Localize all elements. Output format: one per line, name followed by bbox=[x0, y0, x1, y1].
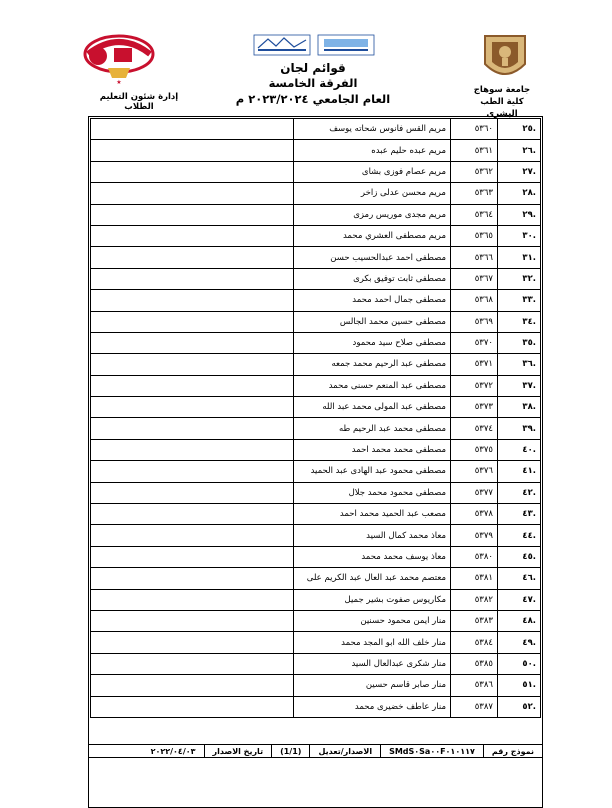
table-row bbox=[91, 140, 541, 161]
student-name: مريم مصطفى العشري محمد bbox=[294, 225, 451, 246]
page-title: قوائم لجان bbox=[280, 61, 346, 75]
blank-cell bbox=[91, 183, 294, 204]
seat-number: ٥٣٧١ bbox=[451, 354, 498, 375]
table-row bbox=[91, 504, 541, 525]
row-number: .٣٨ bbox=[498, 397, 541, 418]
form-footer bbox=[88, 744, 543, 758]
student-name: مصطفى محمد محمد احمد bbox=[294, 439, 451, 460]
row-number: .٣١ bbox=[498, 247, 541, 268]
table-row bbox=[91, 675, 541, 696]
blank-cell bbox=[91, 461, 294, 482]
student-name: معتصم محمد عبد العال عبد الكريم على bbox=[294, 568, 451, 589]
row-number: .٥١ bbox=[498, 675, 541, 696]
svg-text:★: ★ bbox=[116, 79, 122, 86]
student-name: مصطفى محمد عبد الرحيم طه bbox=[294, 418, 451, 439]
student-name: مصطفى محمود عبد الهادى عبد الحميد bbox=[294, 461, 451, 482]
row-number: .٤٨ bbox=[498, 610, 541, 631]
table-row bbox=[91, 183, 541, 204]
row-number: .٤٤ bbox=[498, 525, 541, 546]
header bbox=[78, 28, 538, 119]
table-row bbox=[91, 375, 541, 396]
page-subtitle: الفرقة الخامسة bbox=[268, 76, 358, 90]
blank-cell bbox=[91, 568, 294, 589]
row-number: .٤١ bbox=[498, 461, 541, 482]
student-name: مريم عصام فوزى بشاى bbox=[294, 161, 451, 182]
table-row bbox=[91, 204, 541, 225]
seat-number: ٥٣٧٧ bbox=[451, 482, 498, 503]
issue-value: (1/1) bbox=[271, 745, 309, 757]
blank-cell bbox=[91, 332, 294, 353]
row-number: .٤٢ bbox=[498, 482, 541, 503]
student-name: مصعب عبد الحميد محمد احمد bbox=[294, 504, 451, 525]
blank-cell bbox=[91, 397, 294, 418]
academic-year: العام الجامعي ٢٠٢٣/٢٠٢٤ م bbox=[235, 92, 391, 106]
blank-cell bbox=[91, 375, 294, 396]
blank-cell bbox=[91, 610, 294, 631]
seat-number: ٥٣٨٤ bbox=[451, 632, 498, 653]
student-name: منار عاطف خضيرى محمد bbox=[294, 696, 451, 717]
table-row bbox=[91, 696, 541, 717]
seat-number: ٥٣٧٥ bbox=[451, 439, 498, 460]
blank-cell bbox=[91, 418, 294, 439]
seat-number: ٥٣٨٥ bbox=[451, 653, 498, 674]
blank-cell bbox=[91, 204, 294, 225]
blank-cell bbox=[91, 311, 294, 332]
blank-cell bbox=[91, 140, 294, 161]
row-number: .٢٨ bbox=[498, 183, 541, 204]
row-number: .٢٩ bbox=[498, 204, 541, 225]
blank-cell bbox=[91, 119, 294, 140]
table-row bbox=[91, 461, 541, 482]
row-number: .٥٢ bbox=[498, 696, 541, 717]
table-row bbox=[91, 418, 541, 439]
blank-cell bbox=[91, 696, 294, 717]
student-affairs-logo bbox=[78, 32, 160, 86]
row-number: .٢٥ bbox=[498, 119, 541, 140]
blank-cell bbox=[91, 675, 294, 696]
seat-number: ٥٣٨١ bbox=[451, 568, 498, 589]
table-row bbox=[91, 546, 541, 567]
blank-cell bbox=[91, 439, 294, 460]
seat-number: ٥٣٦٤ bbox=[451, 204, 498, 225]
university-crest bbox=[480, 30, 530, 86]
blank-cell bbox=[91, 247, 294, 268]
seat-number: ٥٣٦٦ bbox=[451, 247, 498, 268]
row-number: .٣٣ bbox=[498, 290, 541, 311]
seat-number: ٥٣٧٣ bbox=[451, 397, 498, 418]
student-name: مصطفى احمد عبدالحسيب حسن bbox=[294, 247, 451, 268]
student-name: مكاريوس صفوت بشير جميل bbox=[294, 589, 451, 610]
issue-label: الاصدار/تعديل bbox=[309, 745, 380, 757]
seat-number: ٥٣٨٦ bbox=[451, 675, 498, 696]
student-name: مريم عبده حليم عبده bbox=[294, 140, 451, 161]
table-row bbox=[91, 525, 541, 546]
table-row bbox=[91, 439, 541, 460]
row-number: .٤٣ bbox=[498, 504, 541, 525]
row-number: .٢٧ bbox=[498, 161, 541, 182]
accreditation-logos bbox=[246, 34, 382, 58]
student-name: مريم مجدى موريس رمزى bbox=[294, 204, 451, 225]
row-number: .٤٠ bbox=[498, 439, 541, 460]
student-name: معاذ يوسف محمد محمد bbox=[294, 546, 451, 567]
form-code: SMdS٠Sa٠٠F٠١٠١١٧ bbox=[380, 745, 483, 757]
table-row bbox=[91, 268, 541, 289]
table-row bbox=[91, 225, 541, 246]
student-name: مريم القس فانوس شحاته يوسف bbox=[294, 119, 451, 140]
university-caption bbox=[466, 84, 538, 120]
row-number: .٤٦ bbox=[498, 568, 541, 589]
table-row bbox=[91, 653, 541, 674]
student-name: مصطفى عبد المنعم حسنى محمد bbox=[294, 375, 451, 396]
blank-cell bbox=[91, 482, 294, 503]
row-number: .٤٩ bbox=[498, 632, 541, 653]
row-number: .٣٩ bbox=[498, 418, 541, 439]
student-name: مصطفى عبد الرحيم محمد جمعه bbox=[294, 354, 451, 375]
seat-number: ٥٣٧٠ bbox=[451, 332, 498, 353]
faculty-name: كلية الطب البشرى bbox=[480, 97, 524, 119]
blank-cell bbox=[91, 632, 294, 653]
table-row bbox=[91, 332, 541, 353]
table-row bbox=[91, 568, 541, 589]
student-name: مصطفى عبد المولى محمد عبد الله bbox=[294, 397, 451, 418]
seat-number: ٥٣٦٩ bbox=[451, 311, 498, 332]
seat-number: ٥٣٦٠ bbox=[451, 119, 498, 140]
student-name: منار صابر قاسم حسين bbox=[294, 675, 451, 696]
seat-number: ٥٣٦٧ bbox=[451, 268, 498, 289]
seat-number: ٥٣٧٦ bbox=[451, 461, 498, 482]
table-row bbox=[91, 290, 541, 311]
student-name: مصطفى محمود محمد جلال bbox=[294, 482, 451, 503]
seat-number: ٥٣٧٤ bbox=[451, 418, 498, 439]
student-name: مصطفى حسين محمد الجالس bbox=[294, 311, 451, 332]
date-label: تاريخ الاصدار bbox=[204, 745, 272, 757]
table-row bbox=[91, 161, 541, 182]
table-row bbox=[91, 247, 541, 268]
table-row bbox=[91, 632, 541, 653]
roster-table bbox=[90, 118, 541, 718]
row-number: .٣٧ bbox=[498, 375, 541, 396]
row-number: .٣٥ bbox=[498, 332, 541, 353]
row-number: .٣٤ bbox=[498, 311, 541, 332]
row-number: .٥٠ bbox=[498, 653, 541, 674]
seat-number: ٥٣٨٢ bbox=[451, 589, 498, 610]
student-name: منار ايمن محمود حسنين bbox=[294, 610, 451, 631]
seat-number: ٥٣٦١ bbox=[451, 140, 498, 161]
form-label: نموذج رقم bbox=[483, 745, 542, 757]
blank-cell bbox=[91, 161, 294, 182]
seat-number: ٥٣٦٥ bbox=[451, 225, 498, 246]
seat-number: ٥٣٦٨ bbox=[451, 290, 498, 311]
student-name: مصطفى جمال احمد محمد bbox=[294, 290, 451, 311]
seat-number: ٥٣٨٠ bbox=[451, 546, 498, 567]
seat-number: ٥٣٦٣ bbox=[451, 183, 498, 204]
department-caption: إدارة شئون التعليم الطلاب bbox=[99, 92, 179, 112]
seat-number: ٥٣٧٨ bbox=[451, 504, 498, 525]
table-row bbox=[91, 354, 541, 375]
blank-cell bbox=[91, 268, 294, 289]
row-number: .٤٥ bbox=[498, 546, 541, 567]
seat-number: ٥٣٨٧ bbox=[451, 696, 498, 717]
date-value: ٢٠٢٢/٠٤/٠٣ bbox=[150, 746, 196, 756]
seat-number: ٥٣٧٢ bbox=[451, 375, 498, 396]
row-number: .٣٦ bbox=[498, 354, 541, 375]
student-name: مصطفى صلاح سيد محمود bbox=[294, 332, 451, 353]
blank-cell bbox=[91, 225, 294, 246]
seat-number: ٥٣٧٩ bbox=[451, 525, 498, 546]
blank-cell bbox=[91, 653, 294, 674]
title-block bbox=[228, 60, 398, 107]
row-number: .٣٠ bbox=[498, 225, 541, 246]
blank-cell bbox=[91, 504, 294, 525]
roster-container bbox=[88, 116, 543, 806]
blank-cell bbox=[91, 290, 294, 311]
row-number: .٢٦ bbox=[498, 140, 541, 161]
row-number: .٣٢ bbox=[498, 268, 541, 289]
row-number: .٤٧ bbox=[498, 589, 541, 610]
seat-number: ٥٣٨٣ bbox=[451, 610, 498, 631]
student-name: مريم محسن عدلى زاخر bbox=[294, 183, 451, 204]
student-name: مصطفى ثابت توفيق بكرى bbox=[294, 268, 451, 289]
table-row bbox=[91, 610, 541, 631]
university-name: جامعة سوهاج bbox=[473, 85, 531, 95]
blank-cell bbox=[91, 525, 294, 546]
blank-cell bbox=[91, 589, 294, 610]
blank-cell bbox=[91, 354, 294, 375]
student-name: منار خلف الله ابو المجد محمد bbox=[294, 632, 451, 653]
table-row bbox=[91, 589, 541, 610]
table-row bbox=[91, 119, 541, 140]
seat-number: ٥٣٦٢ bbox=[451, 161, 498, 182]
table-row bbox=[91, 482, 541, 503]
student-name: معاذ محمد كمال السيد bbox=[294, 525, 451, 546]
table-row bbox=[91, 311, 541, 332]
table-row bbox=[91, 397, 541, 418]
blank-cell bbox=[91, 546, 294, 567]
student-name: منار شكرى عبدالعال السيد bbox=[294, 653, 451, 674]
